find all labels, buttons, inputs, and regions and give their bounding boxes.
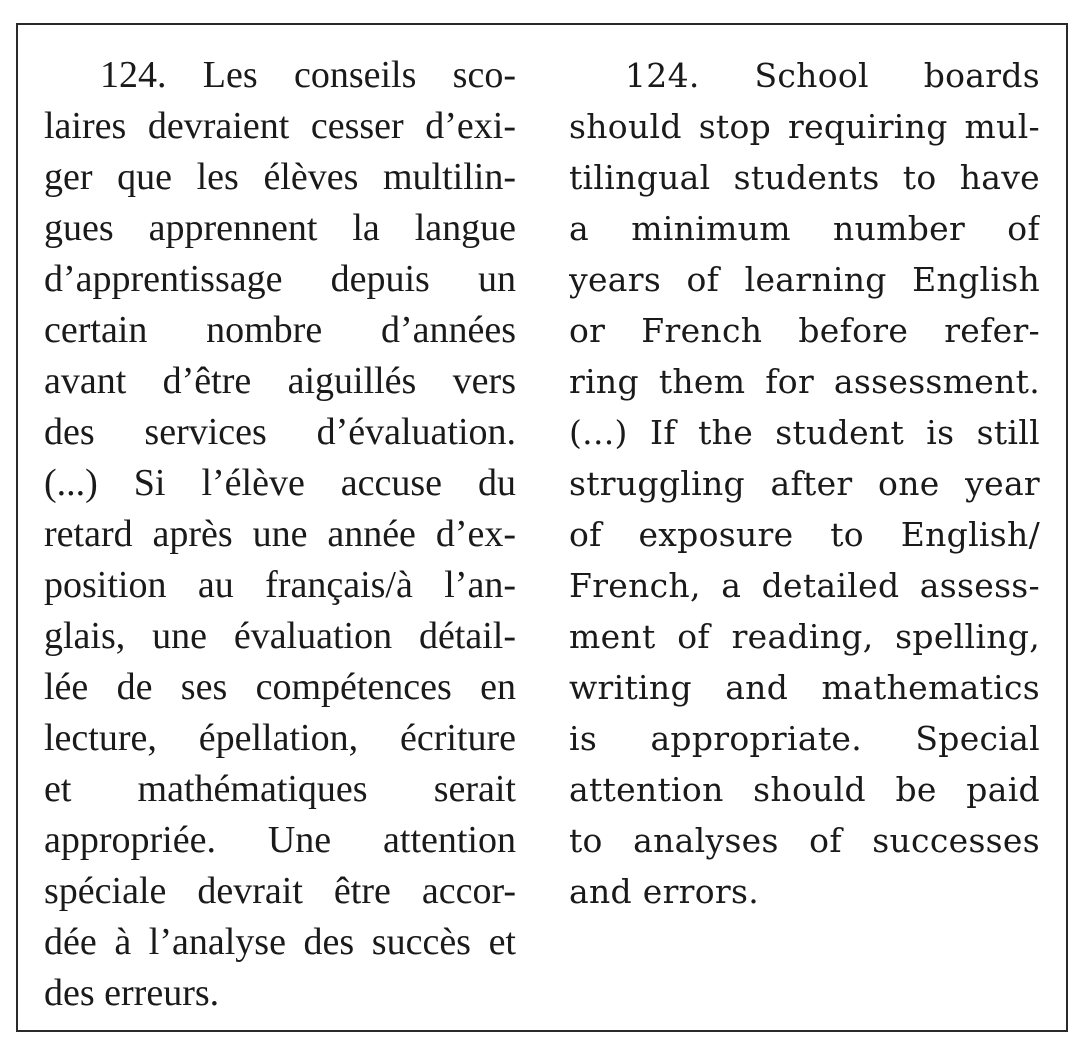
english-line: 124. School boards — [625, 56, 1040, 95]
english-line: struggling after one year — [569, 464, 1040, 503]
english-line: attention should be paid — [569, 770, 1040, 809]
english-line: French, a detailed assess- — [569, 566, 1040, 605]
english-line: tilingual students to have — [569, 158, 1040, 197]
english-line: should stop requiring mul- — [569, 107, 1040, 146]
french-line: certain nombre d’années — [44, 309, 516, 351]
english-line: ring them for assessment. — [569, 362, 1040, 401]
english-line: of exposure to English/ — [569, 515, 1040, 554]
french-line: d’apprentissage depuis un — [44, 258, 516, 300]
french-line: spéciale devrait être accor- — [44, 870, 516, 912]
french-line: (...) Si l’élève accuse du — [44, 462, 516, 504]
french-line: gues apprennent la langue — [44, 207, 516, 249]
english-line: or French before refer- — [569, 311, 1040, 350]
french-line: retard après une année d’ex- — [44, 513, 516, 555]
french-line: des erreurs. — [44, 972, 220, 1014]
french-line: lecture, épellation, écriture — [44, 717, 516, 759]
french-column — [44, 50, 516, 1019]
french-line: lée de ses compétences en — [44, 666, 516, 708]
french-line: des services d’évaluation. — [44, 411, 516, 453]
english-line: (...) If the student is still — [569, 413, 1040, 452]
french-line: dée à l’analyse des succès et — [44, 921, 516, 963]
french-line: laires devraient cesser d’exi- — [44, 105, 516, 147]
english-line: to analyses of successes — [569, 821, 1040, 860]
english-column — [569, 50, 1040, 917]
french-line: position au français/à l’an- — [44, 564, 516, 606]
french-line: glais, une évaluation détail- — [44, 615, 516, 657]
english-line: ment of reading, spelling, — [569, 617, 1040, 656]
french-line: ger que les élèves multilin- — [44, 156, 516, 198]
french-line: et mathématiques serait — [44, 768, 516, 810]
french-line: 124. Les conseils sco- — [100, 54, 516, 96]
french-line: appropriée. Une attention — [44, 819, 516, 861]
english-line: is appropriate. Special — [569, 719, 1040, 758]
english-line: writing and mathematics — [569, 668, 1040, 707]
english-line: a minimum number of — [569, 209, 1040, 248]
english-line: years of learning English — [569, 260, 1040, 299]
english-line: and errors. — [569, 872, 759, 911]
french-line: avant d’être aiguillés vers — [44, 360, 516, 402]
